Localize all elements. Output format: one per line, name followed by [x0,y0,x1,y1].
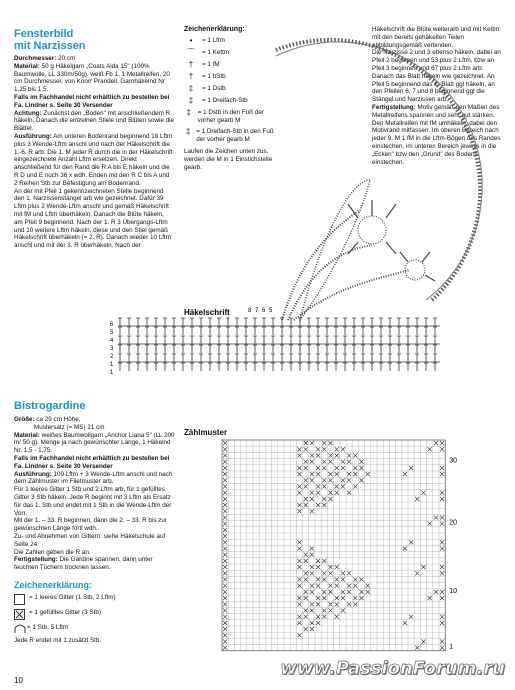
section1-title-line2: mit Narzissen [14,40,86,52]
arrow-number: 6 [262,308,266,314]
legend2-item-label: = 1 leeres Gitter (1 Stb, 2 Lftm) [29,593,116,601]
legend1-item-label: = 1 hStb [202,72,226,80]
row-label: 4 [110,338,114,344]
size2-text: ca 29 cm Höhe, [36,416,81,423]
row-label: 3 [110,346,114,352]
crochet-chart-label: Häkelschrift [184,308,230,317]
filet-chart-title: Zählmuster [184,428,228,437]
legend1-footnote: Laufen die Zeichen unten zus, werden die M in 1 Einstichstelle gearb. [184,147,273,171]
filet-row-label: 30 [449,457,457,465]
row-label: 1 [110,362,114,368]
size-value: 20 cm [58,55,76,62]
shop-note: Falls im Fachhandel nicht erhältlich zu bestellen bei Fa. Lindner s. Seite 30 Versender [14,93,170,109]
filet-row-label: 10 [449,587,457,595]
stitch-symbol-icon: ‡ [185,127,191,137]
legend2-title: Zeichenerklärung: [14,579,93,590]
arrow-number: 7 [255,308,259,314]
arrow-number: 8 [248,308,252,314]
stitch-symbol-icon: • [189,35,193,45]
execution2-text: 109 Lftm + 3 Wende-Lftm anschl und nach dem Zählmuster im Filetmuster arb. [14,470,173,486]
right-para2: Die Narzisse 2 und 3 ebenso häkeln, dabei an Pfeil 2 beginnen und 53 plus 2 Lftm, bzw an Pfeil 3 beginnen und 67 plus 2 Lftm arb. Danach das Blatt häkeln wie gezeichnet. An Pfeil 5 beginnend das 2. Blatt ggl häkeln, an den Pfeilen 6, 7 und 8 beginnend ggl die Stängel und Narzissen arb. [372,49,501,104]
stitch-symbol-icon: † [188,71,194,81]
material-text: 50 g Häkelgarn „Coats Aida 15" (100% Baumwolle, LL 330m/50g), weiß Fb 1, 1 Metallreifen, 20 cm Durchmesser, von Knorr Prandell. Garnhäkelnd Nr 1,25 bis 1,5. [14,62,170,94]
section2-para3: Mit der 1. – 33. R beginnen, dann die 2. – 33. R bis zur gewünschten Länge fortl wdh. [14,517,167,533]
finish-label: Fertigstellung: [372,103,416,111]
right-para1: Häkelschrift die Blüte weiterarb und mit Kettm mit den bereits gehäkelten Teilen abbildungsgemäß verbinden. [372,26,500,49]
page-number: 10 [14,676,23,685]
filet-row-label: 20 [449,519,457,527]
material2-text: weißes Baumwollgarn „Anchor Liana 5" (LL 200 m/ 50 g). Menge ja nach gewünschter Länge, 1 Häkelnd Nr. 1,5 - 1,75. [14,431,175,455]
material2-label: Material: [14,431,40,439]
stitch-symbol-icon: ⌒ [187,47,195,57]
section2-para4: Zu- und Abnehmen von Gittern: siehe Häkelschule auf Seite 24 [14,532,166,548]
size-label: Durchmesser: [14,55,57,62]
legend2-item-label: = 1 gefülltes Gitter (3 Stb) [29,608,101,616]
attention-label: Achtung: [14,109,42,117]
stitch-symbol-icon: ‡ [188,95,194,105]
stitch-symbol-icon: ‡ [186,107,192,117]
stitch-symbol-icon: † [188,59,194,69]
finish2-label: Fertigstellung: [14,556,58,564]
size2-label: Größe: [14,416,35,423]
execution-label: Ausführung: [14,132,52,140]
section2-para5: Die Zahlen geben die R an. [14,548,91,556]
attention-text: Zunächst den „Boden" mit anschließendem R häkeln. Danach die einzelnen Stiele und Blüten sowie die Blätter. [14,109,174,133]
row-label: 6 [110,322,114,328]
legend1-item-label: = 1 Dstb [202,84,226,92]
legend1-item-label: = 1 fM [202,60,220,68]
section1-title-line1: Fensterbild [14,28,74,40]
legend1-item-label: = 1 Kettm [202,48,230,56]
legend2-footnote: Jede R endet mit 1 zusätzl Stb. [14,636,102,644]
watermark: www.PassionForum.ru [280,658,505,679]
legend1-item-label: = 1 Dreifach-Stb [202,96,248,104]
filet-row-label: 1 [449,643,454,651]
material-label: Material: [14,62,40,70]
section2-para2: Für 1 leeres Gitter 1 Stb und 2 Lftm arb, für 1 gefülltes Gitter 3 Stb häkeln. Jede R beginnt mit 3 Lftm als Ersatz für das 1. Stb und endet mit 1 Stb in die Wende-Lftm der Vorr. [14,486,172,517]
pattern-repeat: Mustersatz (= MS) 21 cm [34,423,105,431]
finish-text: Motiv gemäß den Maßen des Metallreifens spannen und sehr gut stärken. Den Metallreifen mit fM umhäkeln, dabei den Motivrand mitfassen. Im oberen Bereich nach jeder 9. M 1 fM in die Lftm-Bögen des Randes einstechen, im unteren Bereich jeweils in die „Ecken" bzw den „Grund" des Bodens einstechen. [372,103,501,166]
shop-note2: Falls im Fachhandel nicht erhältlich zu bestellen bei Fa. Lindner s. Seite 30 Versender [14,454,170,470]
execution-text: Am unteren Bodenrand beginnend 18 Lftm plus 3 Wende-Lftm anschl und nach der Häkelschrift die 1.-6. R arb. Die 1. M jeder R durch die in der Häkelschrift eingezeichnete Anzahl Lftm ersetzen. Direkt anschließend für den Rand die R A bis E häkeln und die R D und E noch 36 x wdh. Enden mit den R C bis A und 2 Reihen Stb zur Befestigung am Bodenrand. [14,132,173,187]
row-label: 5 [110,330,114,336]
row-label: 1 [110,370,114,376]
finish2-text: Die Gardine spannen, dann unter feuchten Tüchern trocknen lassen. [14,556,153,572]
stem-text: An der mit Pfeil 1 gekennzeichneten Stelle beginnend den 1. Narzissenstängel arb wie gezeichnet. Dafür 39 Lftm plus 2 Wende-Lftm anschl und gemäß Häkelschrift mit fM und Lftm überhäkeln. Danach die Blüte häkeln, am Pfeil 9 beginnend. Nach der 1. R 3 Übergangs-Lftm und 10 weitere Lftm häkeln, diese und den Stiel gemäß Häkelschrift überhäkeln (= 2. R). Danach wieder 10 Lftm anschl und mit der 3. R überhäkeln. Nach der [14,187,171,250]
stitch-symbol-icon: ‡ [188,83,194,93]
legend1-item-label: = 1 Lftm [202,36,225,44]
legend1-item-label: = 1 Dreifach-Stb in den Fuß der vorher gearb M [196,128,274,144]
section2-title: Bistrogardine [14,400,86,412]
legend1-item-label: = 1 Dstb in den Fuß der vorher gearb M [197,108,264,124]
execution2-label: Ausführung: [14,470,52,478]
legend1-title: Zeichenerklärung: [184,26,245,33]
arrow-number: 5 [269,308,273,314]
legend2-item-label: = 1 Stb, 5 Lftm [27,623,69,631]
row-label: 2 [110,354,114,360]
